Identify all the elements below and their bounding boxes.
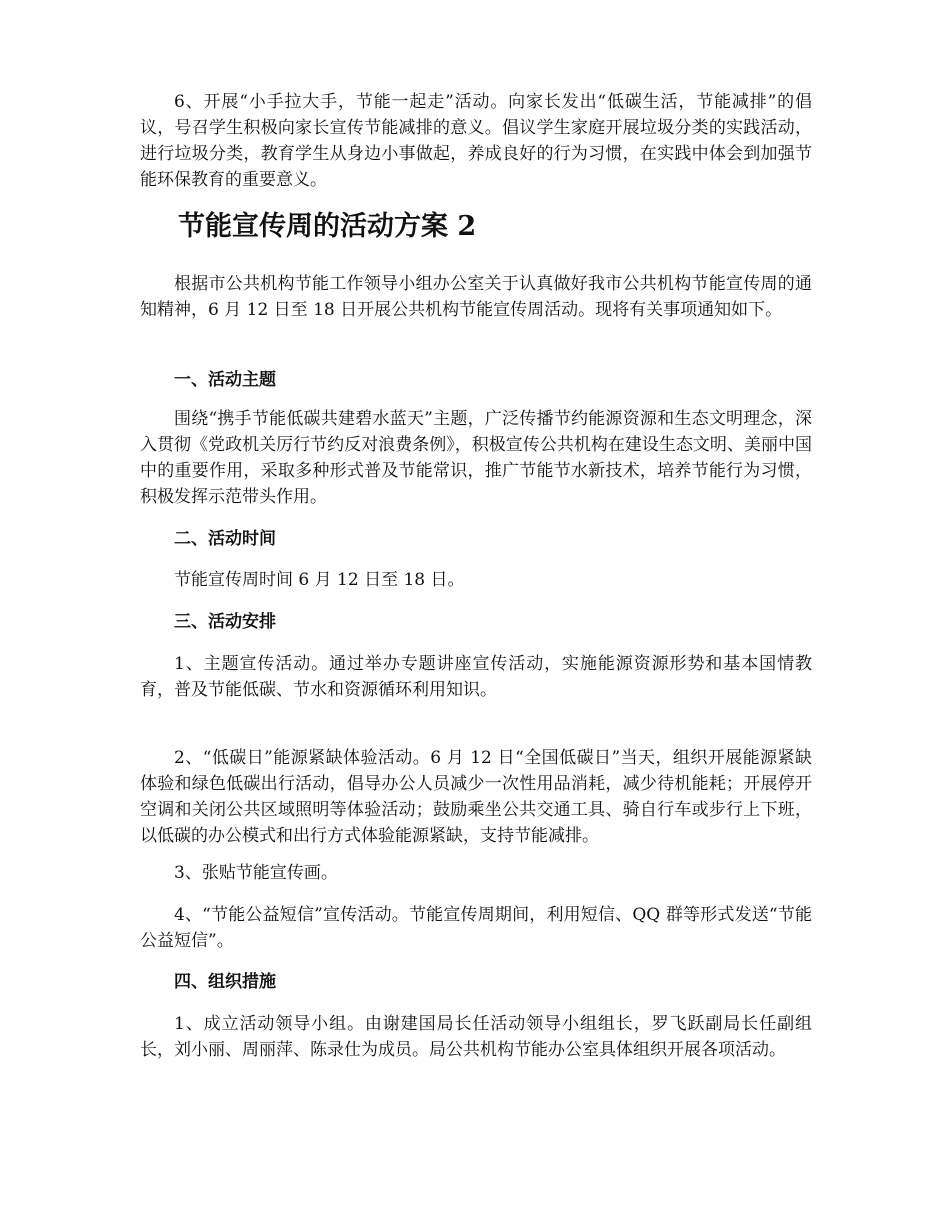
document-heading: 节能宣传周的活动方案 2 bbox=[178, 211, 477, 242]
section-time-paragraph: 节能宣传周时间 6 月 12 日至 18 日。 bbox=[174, 570, 465, 590]
section-theme-paragraph: 围绕“携手节能低碳共建碧水蓝天”主题，广泛传播节约能源资源和生态文明理念，深入贯彻《党政机关厉行节约反对浪费条例》，积极宣传公共机构在建设生态文明、美丽中国中的重要作用，采取多种形式普及节能常识，推广节能节水新技术，培养节能行为习惯，积极发挥示范带头作用。 bbox=[140, 409, 812, 507]
arrangement-item-1: 1、主题宣传活动。通过举办专题讲座宣传活动，实施能源资源形势和基本国情教育，普及节能低碳、节水和资源循环利用知识。 bbox=[140, 654, 812, 700]
lead-paragraph: 根据市公共机构节能工作领导小组办公室关于认真做好我市公共机构节能宣传周的通知精神，6 月 12 日至 18 日开展公共机构节能宣传周活动。现将有关事项通知如下。 bbox=[140, 274, 812, 320]
section-title-organization: 四、组织措施 bbox=[174, 972, 276, 992]
section-title-theme: 一、活动主题 bbox=[174, 370, 276, 390]
intro-paragraph: 6、开展“小手拉大手，节能一起走”活动。向家长发出“低碳生活，节能减排”的倡议，号召学生积极向家长宣传节能减排的意义。倡议学生家庭开展垃圾分类的实践活动，进行垃圾分类，教育学生从身边小事做起，养成良好的行为习惯，在实践中体会到加强节能环保教育的重要意义。 bbox=[140, 92, 812, 190]
section-title-time: 二、活动时间 bbox=[174, 529, 276, 549]
organization-item-1: 1、成立活动领导小组。由谢建国局长任活动领导小组组长，罗飞跃副局长任副组长，刘小丽、周丽萍、陈录仕为成员。局公共机构节能办公室具体组织开展各项活动。 bbox=[140, 1014, 812, 1060]
arrangement-item-2: 2、“低碳日”能源紧缺体验活动。6 月 12 日“全国低碳日”当天，组织开展能源紧缺体验和绿色低碳出行活动，倡导办公人员减少一次性用品消耗，减少待机能耗；开展停开空调和关闭公共区域照明等体验活动；鼓励乘坐公共交通工具、骑自行车或步行上下班，以低碳的办公模式和出行方式体验能源紧缺，支持节能减排。 bbox=[140, 748, 812, 846]
arrangement-item-3: 3、张贴节能宣传画。 bbox=[174, 863, 338, 883]
section-title-arrangement: 三、活动安排 bbox=[174, 612, 276, 632]
arrangement-item-4: 4、“节能公益短信”宣传活动。节能宣传周期间，利用短信、QQ 群等形式发送“节能公益短信”。 bbox=[140, 905, 812, 951]
